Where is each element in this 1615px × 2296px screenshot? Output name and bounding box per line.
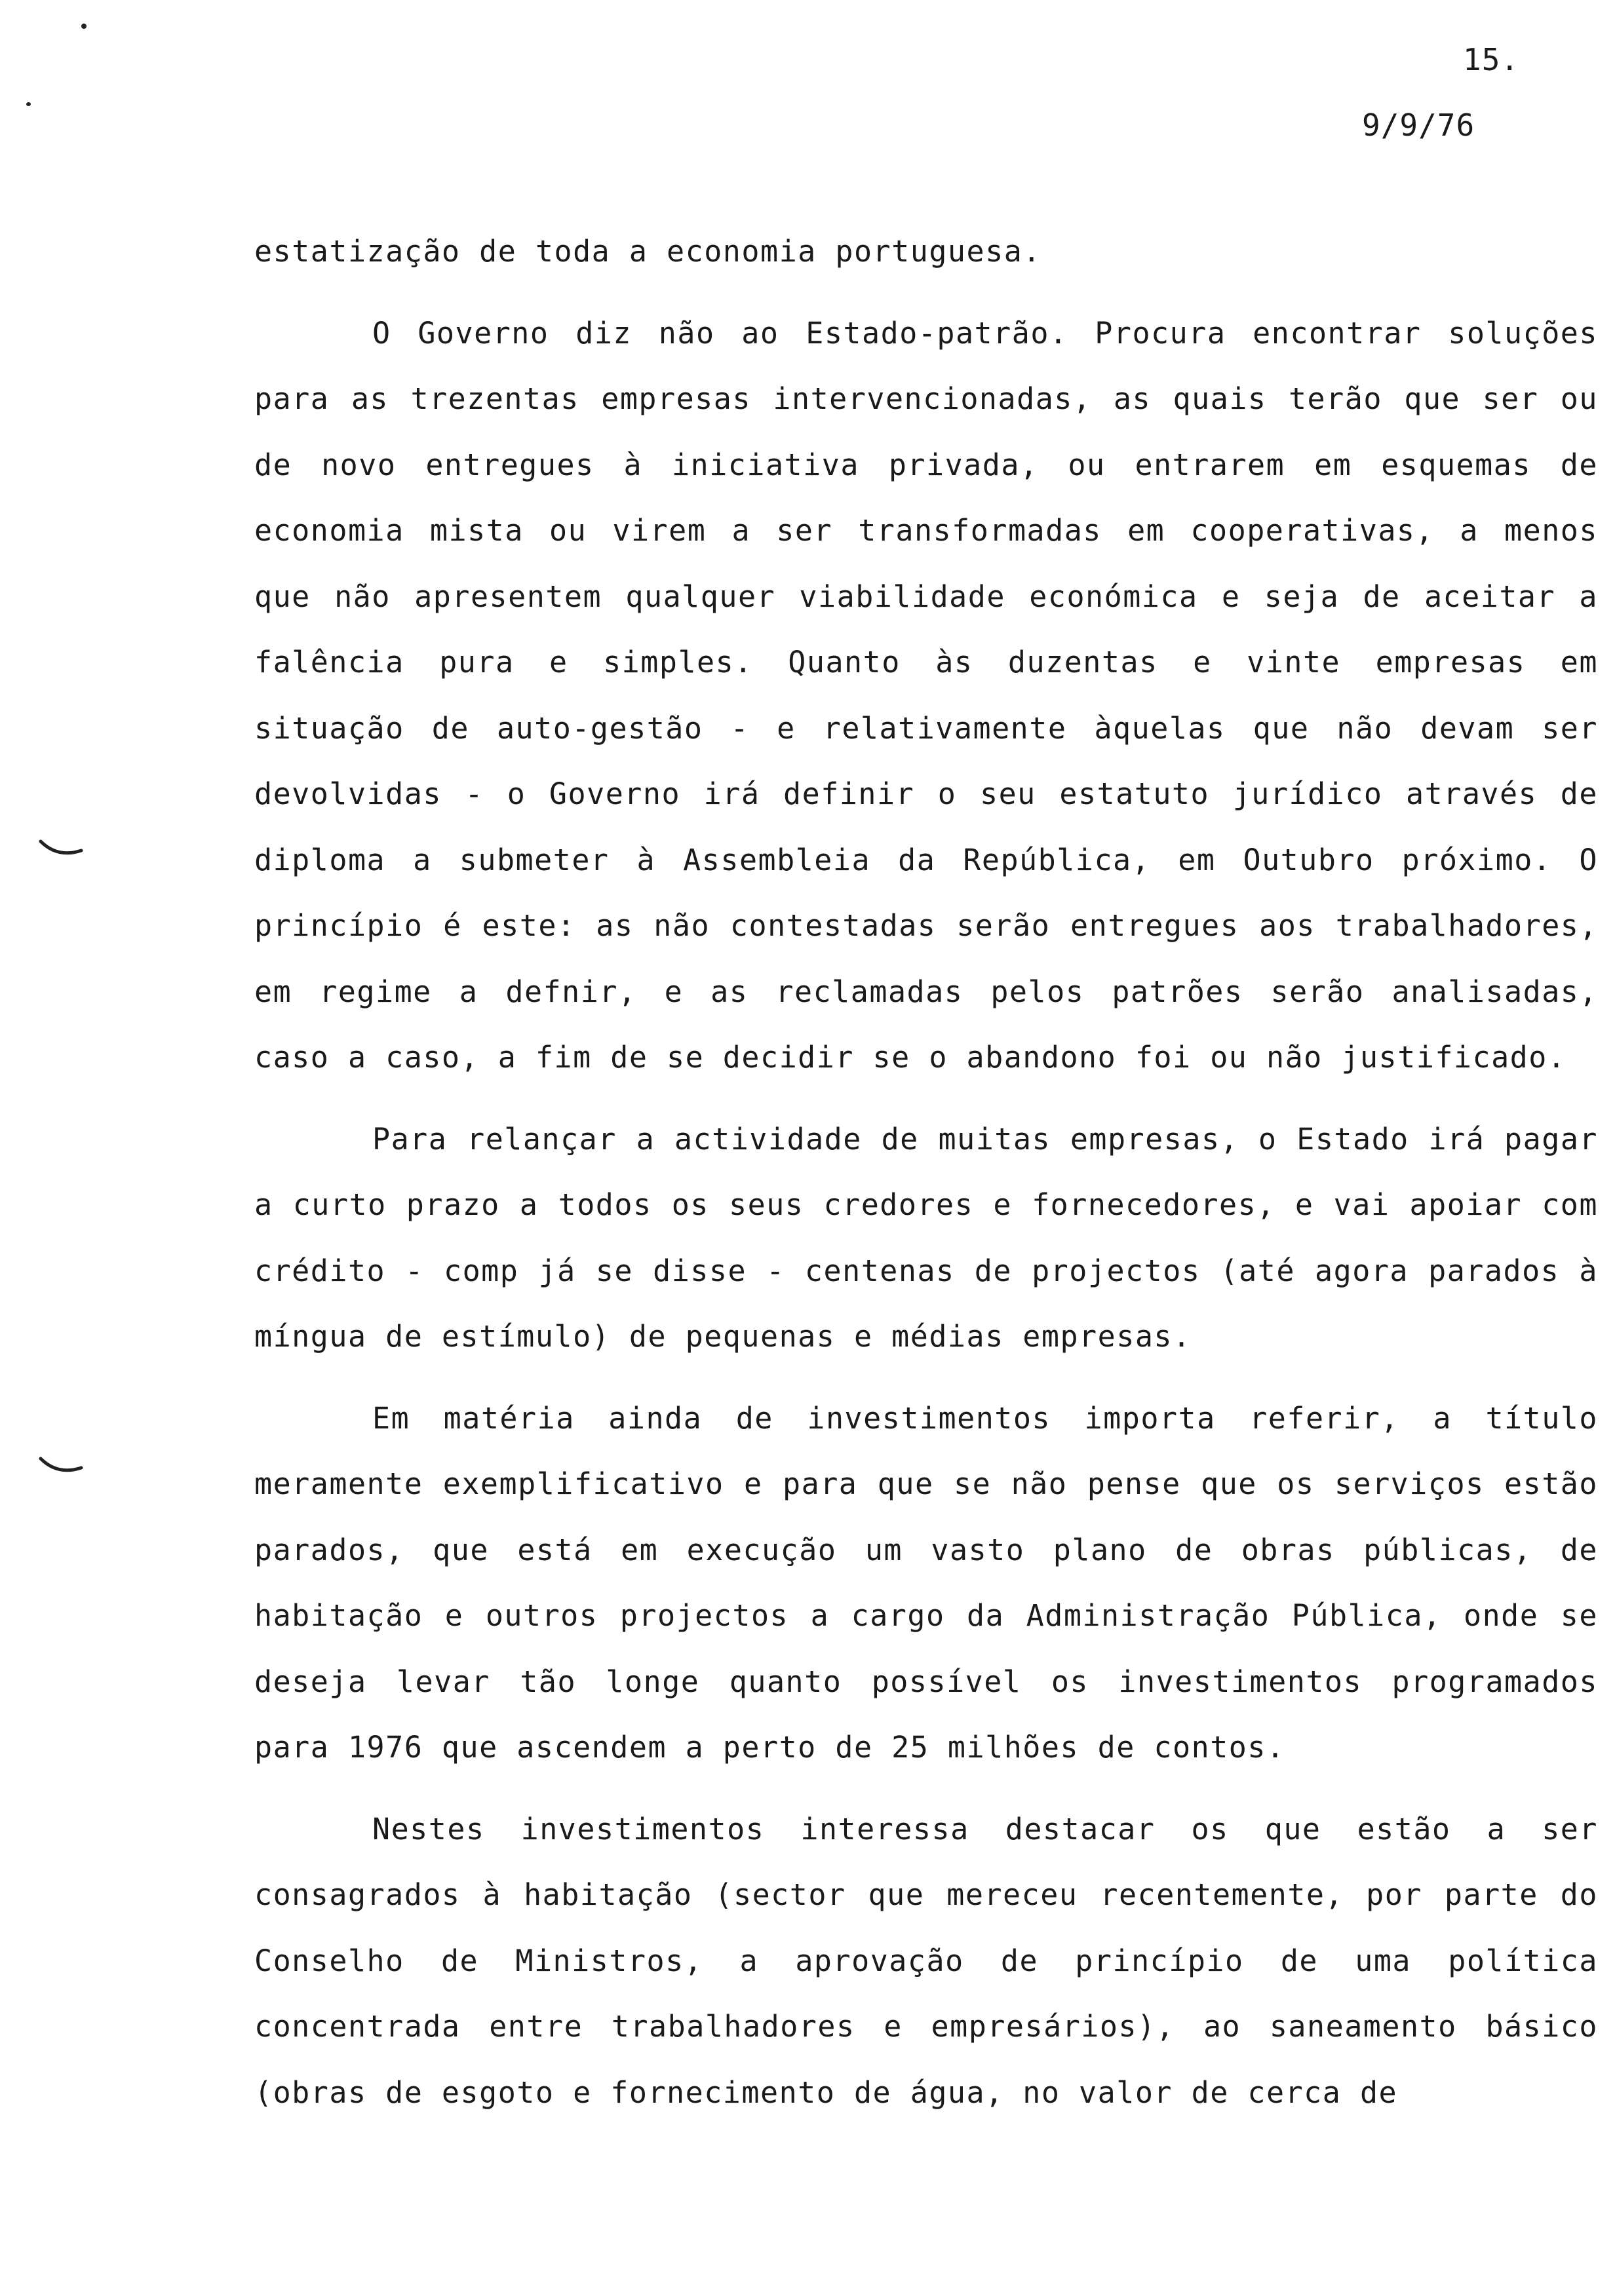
document-date: 9/9/76: [1362, 107, 1475, 143]
paragraph: O Governo diz não ao Estado-patrão. Procura encontrar soluções para as trezentas empresas intervencionadas, as quais terão que ser ou de novo entregues à iniciativa privada, ou entrarem em esquemas de economia mista ou virem a ser transformadas em cooperativas, a menos que não apresentem qualquer viabilidade económica e seja de aceitar a falência pura e simples. Quanto às duzentas e vinte empresas em situação de auto-gestão - e relativamente àquelas que não devam ser devolvidas - o Governo irá definir o seu estatuto jurídico através de diploma a submeter à Assembleia da República, em Outubro próximo. O princípio é este: as não contestadas serão entregues aos trabalhadores, em regime a defnir, e as reclamadas pelos patrões serão analisadas, caso a caso, a fim de se decidir se o abandono foi ou não justificado.: [254, 315, 1598, 1075]
document-body: [254, 219, 1598, 2126]
paragraph: Para relançar a actividade de muitas empresas, o Estado irá pagar a curto prazo a todos os seus credores e fornecedores, e vai apoiar com crédito - comp já se disse - centenas de projectos (até agora parados à míngua de estímulo) de pequenas e médias empresas.: [254, 1121, 1598, 1354]
binder-hole-mark: [38, 839, 84, 857]
margin-dot-mark: [81, 24, 87, 29]
paragraph: Nestes investimentos interessa destacar os que estão a ser consagrados à habitação (sector que mereceu recentemente, por parte do Conselho de Ministros, a aprovação de princípio de uma política concentrada entre trabalhadores e empresários), ao saneamento básico (obras de esgoto e fornecimento de água, no valor de cerca de: [254, 1811, 1598, 2110]
page-number: 15.: [1463, 42, 1520, 77]
binder-hole-mark: [38, 1456, 84, 1474]
paragraph: Em matéria ainda de investimentos importa referir, a título meramente exemplificativo e para que se não pense que os serviços estão parados, que está em execução um vasto plano de obras públicas, de habitação e outros projectos a cargo da Administração Pública, onde se deseja levar tão longe quanto possível os investimentos programados para 1976 que ascendem a perto de 25 milhões de contos.: [254, 1400, 1598, 1765]
margin-dot-mark: [26, 102, 31, 106]
paragraph-continuation: estatização de toda a economia portuguesa.: [254, 234, 1041, 269]
